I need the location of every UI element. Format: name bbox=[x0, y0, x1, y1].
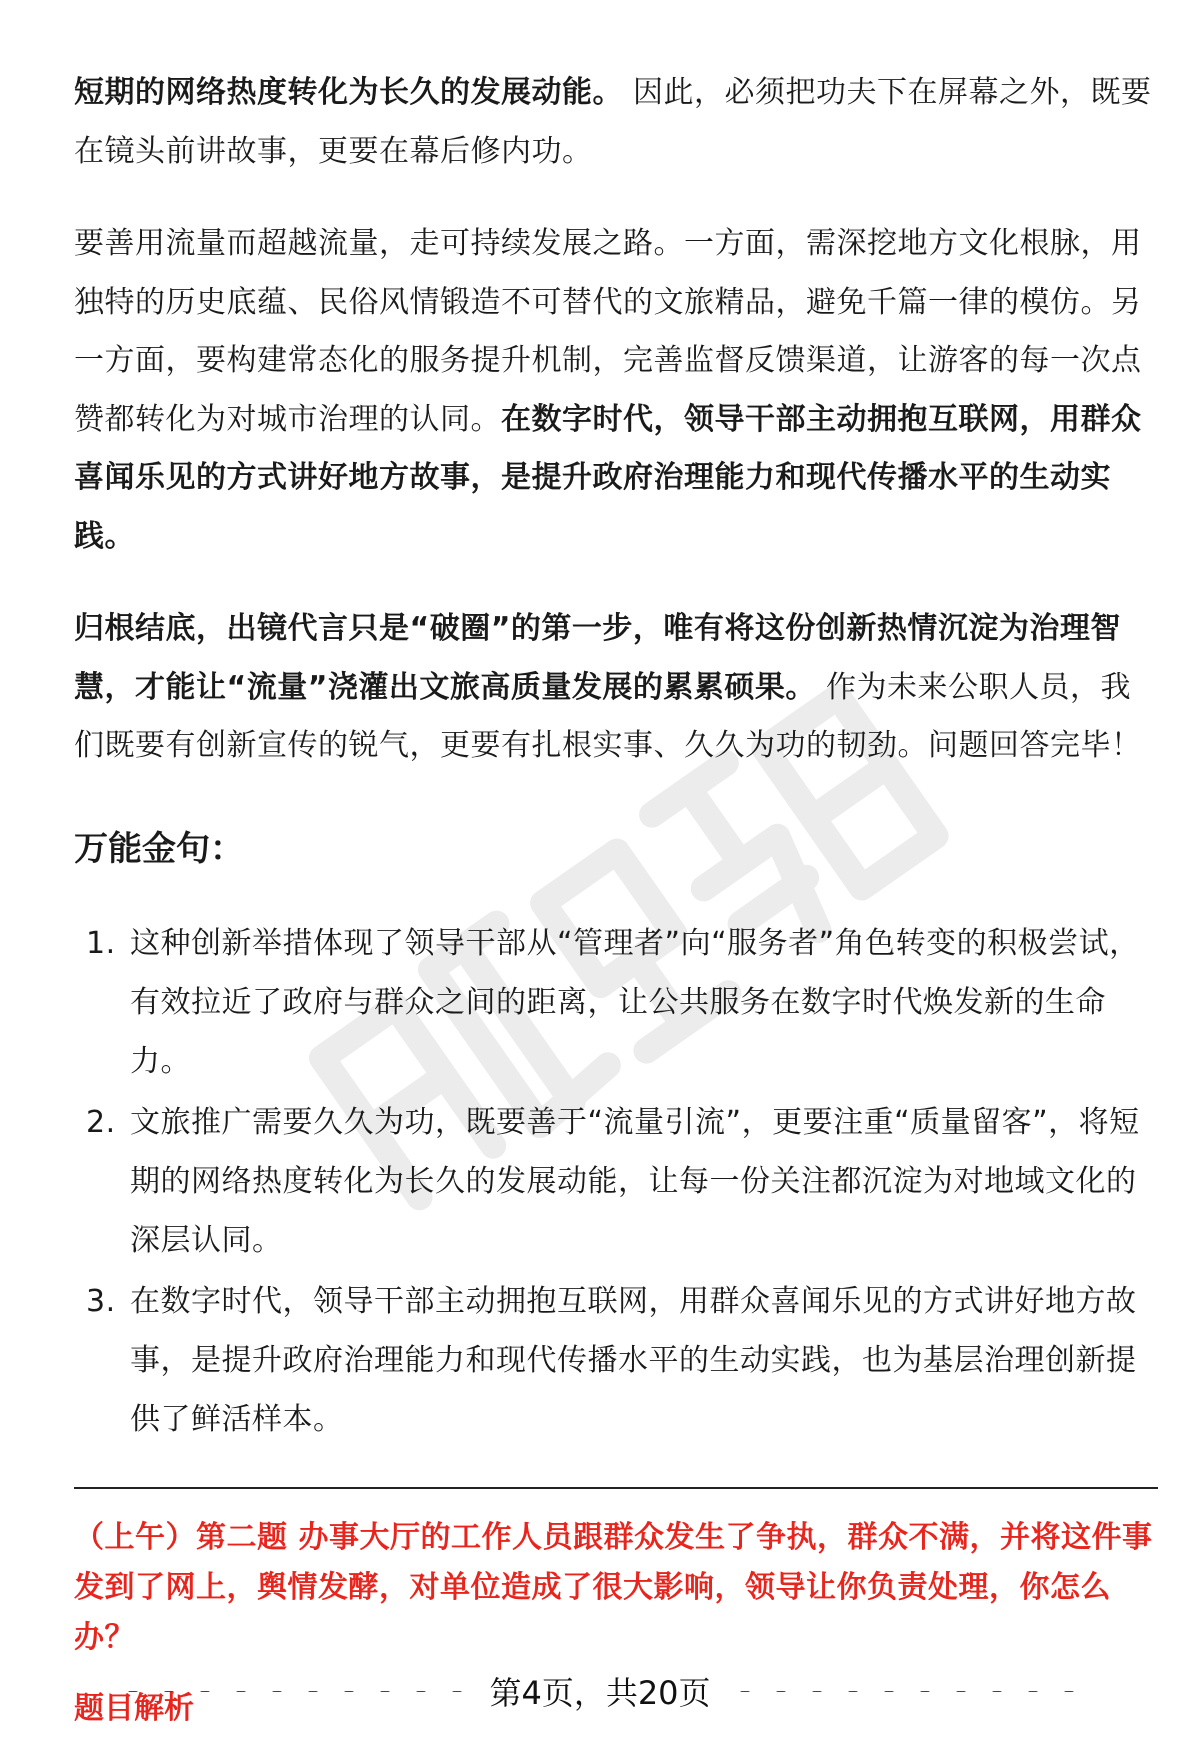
list-item-number: 2. bbox=[86, 1104, 116, 1140]
section-heading: 万能金句： bbox=[74, 828, 244, 869]
main-content bbox=[74, 64, 1158, 1733]
list-item-text: 在数字时代，领导干部主动拥抱互联网，用群众喜闻乐见的方式讲好地方故事，是提升政府治理能力和现代传播水平的生动实践，也为基层治理创新提供了鲜活样本。 bbox=[130, 1283, 1137, 1437]
list-item bbox=[74, 1272, 1158, 1449]
paragraph-1-bold: 短期的网络热度转化为长久的发展动能。 bbox=[74, 75, 623, 110]
paragraph-3-text: 作为未来公职人员，我们既要有创新宣传的锐气，更要有扎根实事、久久为功的韧劲。问题回答完毕！ bbox=[74, 669, 1142, 763]
paragraph-1-text: 因此，必须把功夫下在屏幕之外，既要在镜头前讲故事，更要在幕后修内功。 bbox=[74, 75, 1152, 169]
list-item bbox=[74, 1093, 1158, 1270]
list-item bbox=[74, 914, 1158, 1091]
list-item-number: 1. bbox=[86, 925, 116, 961]
page-number: 第4页，共20页 bbox=[483, 1674, 716, 1712]
paragraph-2-bold: 在数字时代，领导干部主动拥抱互联网，用群众喜闻乐见的方式讲好地方故事，是提升政府治理能力和现代传播水平的生动实践。 bbox=[74, 401, 1142, 554]
question-title: （上午）第二题 办事大厅的工作人员跟群众发生了争执，群众不满，并将这件事发到了网上，舆情发酵，对单位造成了很大影响，领导让你负责处理，你怎么办？ bbox=[74, 1519, 1153, 1655]
list-item-text: 这种创新举措体现了领导干部从“管理者”向“服务者”角色转变的积极尝试，有效拉近了政府与群众之间的距离，让公共服务在数字时代焕发新的生命力。 bbox=[130, 925, 1140, 1079]
analysis-label: 题目解析 bbox=[74, 1690, 194, 1726]
quotes-list bbox=[74, 914, 1158, 1449]
paragraph-1 bbox=[74, 64, 1158, 181]
list-item-text: 文旅推广需要久久为功，既要善于“流量引流”，更要注重“质量留客”，将短期的网络热度转化为长久的发展动能，让每一份关注都沉淀为对地域文化的深层认同。 bbox=[130, 1104, 1140, 1258]
paragraph-3-bold: 归根结底，出镜代言只是“破圈”的第一步，唯有将这份创新热情沉淀为治理智慧，才能让“流量”浇灌出文旅高质量发展的累累硕果。 bbox=[74, 611, 1121, 705]
divider bbox=[74, 1487, 1158, 1489]
list-item-number: 3. bbox=[86, 1283, 116, 1319]
page-footer bbox=[0, 1668, 1200, 1714]
paragraph-2 bbox=[74, 215, 1158, 566]
paragraph-2-text: 要善用流量而超越流量，走可持续发展之路。一方面，需深挖地方文化根脉，用独特的历史底蕴、民俗风情锻造不可替代的文旅精品，避免千篇一律的模仿。另一方面，要构建常态化的服务提升机制，完善监督反馈渠道，让游客的每一次点赞都转化为对城市治理的认同。 bbox=[74, 226, 1142, 437]
paragraph-3 bbox=[74, 600, 1158, 776]
